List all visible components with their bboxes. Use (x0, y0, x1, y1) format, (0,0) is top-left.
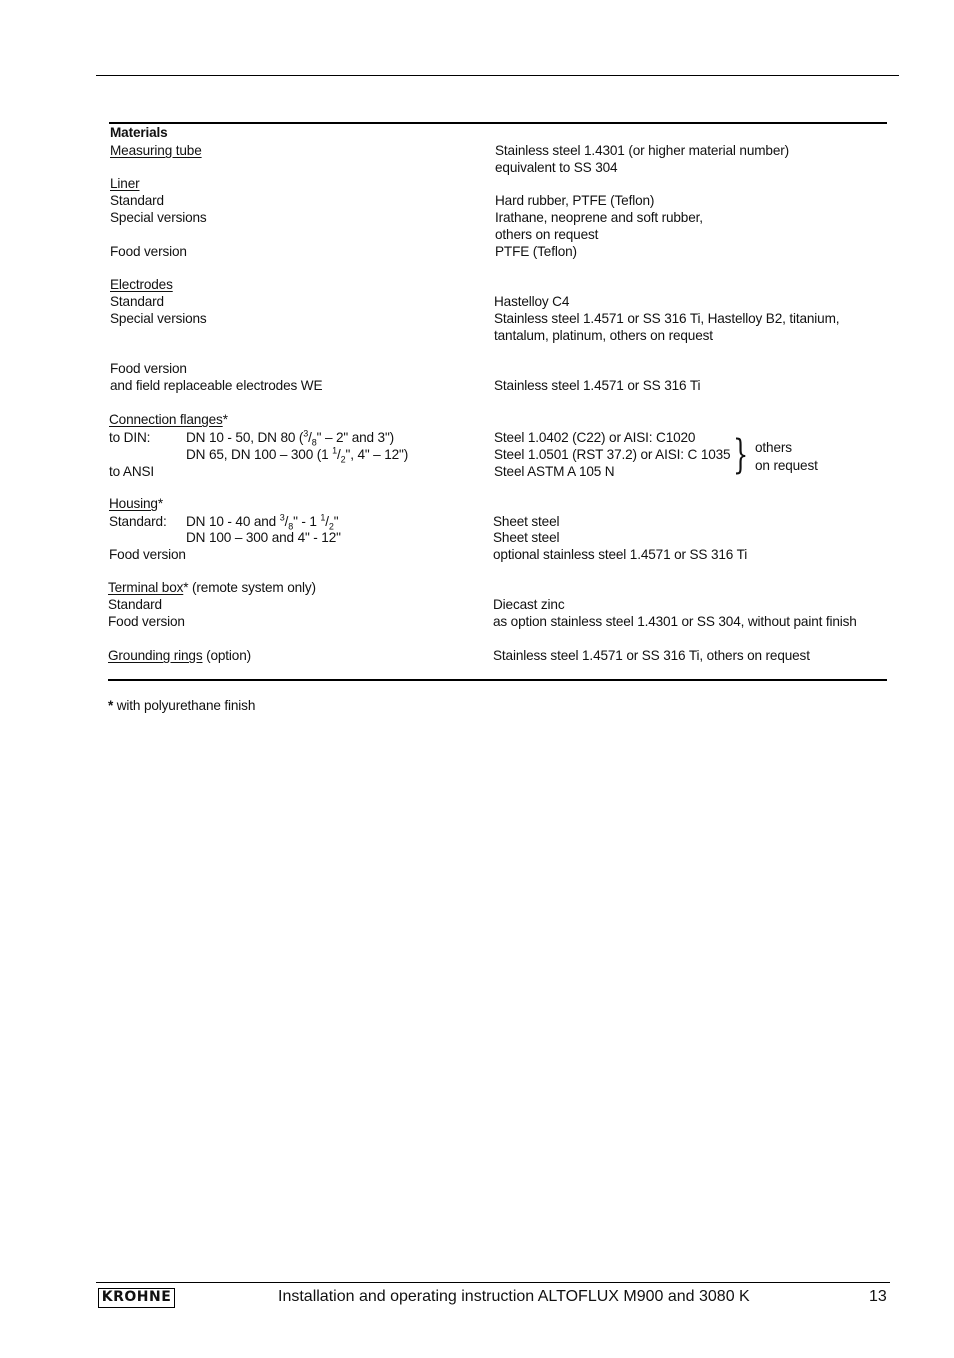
electrodes-label: Electrodes (110, 277, 173, 292)
liner-food-value: PTFE (Teflon) (495, 244, 577, 259)
footnote (108, 697, 255, 714)
flanges-din-size-2a: DN 65, DN 100 – 300 (1 (186, 447, 333, 462)
terminal-box-standard-value: Diecast zinc (493, 597, 565, 612)
terminal-box-suffix: * (remote system only) (183, 580, 316, 595)
electrodes-standard-value: Hastelloy C4 (494, 294, 570, 309)
housing-size-1a: DN 10 - 40 and (186, 514, 280, 529)
electrodes-food-label-1: Food version (110, 361, 187, 376)
grounding-rings-label: Grounding rings (108, 648, 203, 663)
fraction-numerator: 1 (332, 445, 338, 456)
flanges-others-2: on request (755, 458, 818, 473)
measuring-tube-value-1: Stainless steel 1.4301 (or higher material number) (495, 143, 789, 158)
fraction-denominator: 8 (311, 437, 317, 448)
housing-heading (109, 495, 163, 512)
page-number: 13 (869, 1288, 887, 1305)
fraction-numerator: 3 (279, 512, 285, 523)
electrodes-special-value-2: tantalum, platinum, others on request (494, 328, 713, 343)
grounding-rings-heading (108, 647, 251, 664)
fraction-numerator: 1 (320, 512, 326, 523)
housing-size-1c: " (333, 514, 339, 529)
fraction-denominator: 2 (328, 521, 334, 532)
electrodes-standard-label: Standard (110, 294, 164, 309)
fraction-denominator: 2 (340, 454, 346, 465)
electrodes-special-label: Special versions (110, 311, 207, 326)
fraction-numerator: 3 (303, 428, 309, 439)
housing-value-1: Sheet steel (493, 514, 560, 529)
footer-rule (96, 1282, 890, 1283)
liner-food-label: Food version (110, 244, 187, 259)
liner-special-value-2: others on request (495, 227, 599, 242)
flanges-din-size-1a: DN 10 - 50, DN 80 ( (186, 430, 304, 445)
electrodes-food-label-2: and field replaceable electrodes WE (110, 378, 323, 393)
flanges-ansi-label: to ANSI (109, 464, 155, 479)
flanges-din-size-2: DN 65, DN 100 – 300 (1 $^1/_2$", 4" – 12") (186, 445, 409, 465)
flanges-others-1: others (755, 440, 792, 455)
liner-label: Liner (110, 176, 140, 191)
brace-symbol: } (733, 432, 749, 478)
housing-size-2: DN 100 – 300 and 4" - 12" (186, 530, 341, 545)
terminal-box-heading (108, 579, 316, 596)
flanges-value-3: Steel ASTM A 105 N (494, 464, 615, 479)
flanges-din-size-2b: ", 4" – 12") (345, 447, 409, 462)
housing-value-2: Sheet steel (493, 530, 560, 545)
footer-title: Installation and operating instruction ALTOFLUX M900 and 3080 K (278, 1288, 750, 1305)
housing-size-1: DN 10 - 40 and $^3/_8$" - 1 $^1/_2$" (186, 512, 339, 532)
flanges-din-label: to DIN: (109, 430, 151, 445)
housing-asterisk: * (157, 496, 163, 511)
housing-standard-label: Standard: (109, 514, 167, 529)
flanges-value-2: Steel 1.0501 (RST 37.2) or AISI: C 1035 (494, 447, 731, 462)
grounding-rings-suffix: (option) (202, 648, 252, 663)
grounding-rings-value: Stainless steel 1.4571 or SS 316 Ti, others on request (493, 648, 810, 663)
housing-food-label: Food version (109, 547, 186, 562)
materials-heading: Materials (110, 125, 168, 140)
connection-flanges-heading (109, 411, 228, 428)
flanges-din-size-1b: " – 2" and 3") (316, 430, 395, 445)
flanges-din-size-1: DN 10 - 50, DN 80 ($^3/_8$" – 2" and 3") (186, 428, 395, 448)
header-rule (96, 75, 899, 76)
table-bottom-rule (108, 679, 887, 681)
connection-flanges-asterisk: * (222, 412, 228, 427)
footnote-text: with polyurethane finish (113, 698, 256, 713)
liner-special-value-1: Irathane, neoprene and soft rubber, (495, 210, 703, 225)
measuring-tube-label: Measuring tube (110, 143, 202, 158)
housing-size-1b: " - 1 (293, 514, 321, 529)
terminal-box-standard-label: Standard (108, 597, 162, 612)
flanges-value-1: Steel 1.0402 (C22) or AISI: C1020 (494, 430, 696, 445)
electrodes-food-value: Stainless steel 1.4571 or SS 316 Ti (494, 378, 701, 393)
liner-standard-value: Hard rubber, PTFE (Teflon) (495, 193, 655, 208)
electrodes-special-value-1: Stainless steel 1.4571 or SS 316 Ti, Hastelloy B2, titanium, (494, 311, 840, 326)
housing-label: Housing (109, 496, 158, 511)
liner-special-label: Special versions (110, 210, 207, 225)
footnote-star: * (108, 698, 114, 713)
housing-value-3: optional stainless steel 1.4571 or SS 316 Ti (493, 547, 748, 562)
krohne-logo: KROHNE (98, 1288, 175, 1308)
liner-standard-label: Standard (110, 193, 164, 208)
terminal-box-food-label: Food version (108, 614, 185, 629)
table-top-rule (109, 122, 887, 124)
fraction-denominator: 8 (288, 521, 294, 532)
measuring-tube-value-2: equivalent to SS 304 (495, 160, 618, 175)
terminal-box-food-value: as option stainless steel 1.4301 or SS 304, without paint finish (493, 614, 857, 629)
connection-flanges-label: Connection flanges (109, 412, 223, 427)
terminal-box-label: Terminal box (108, 580, 184, 595)
